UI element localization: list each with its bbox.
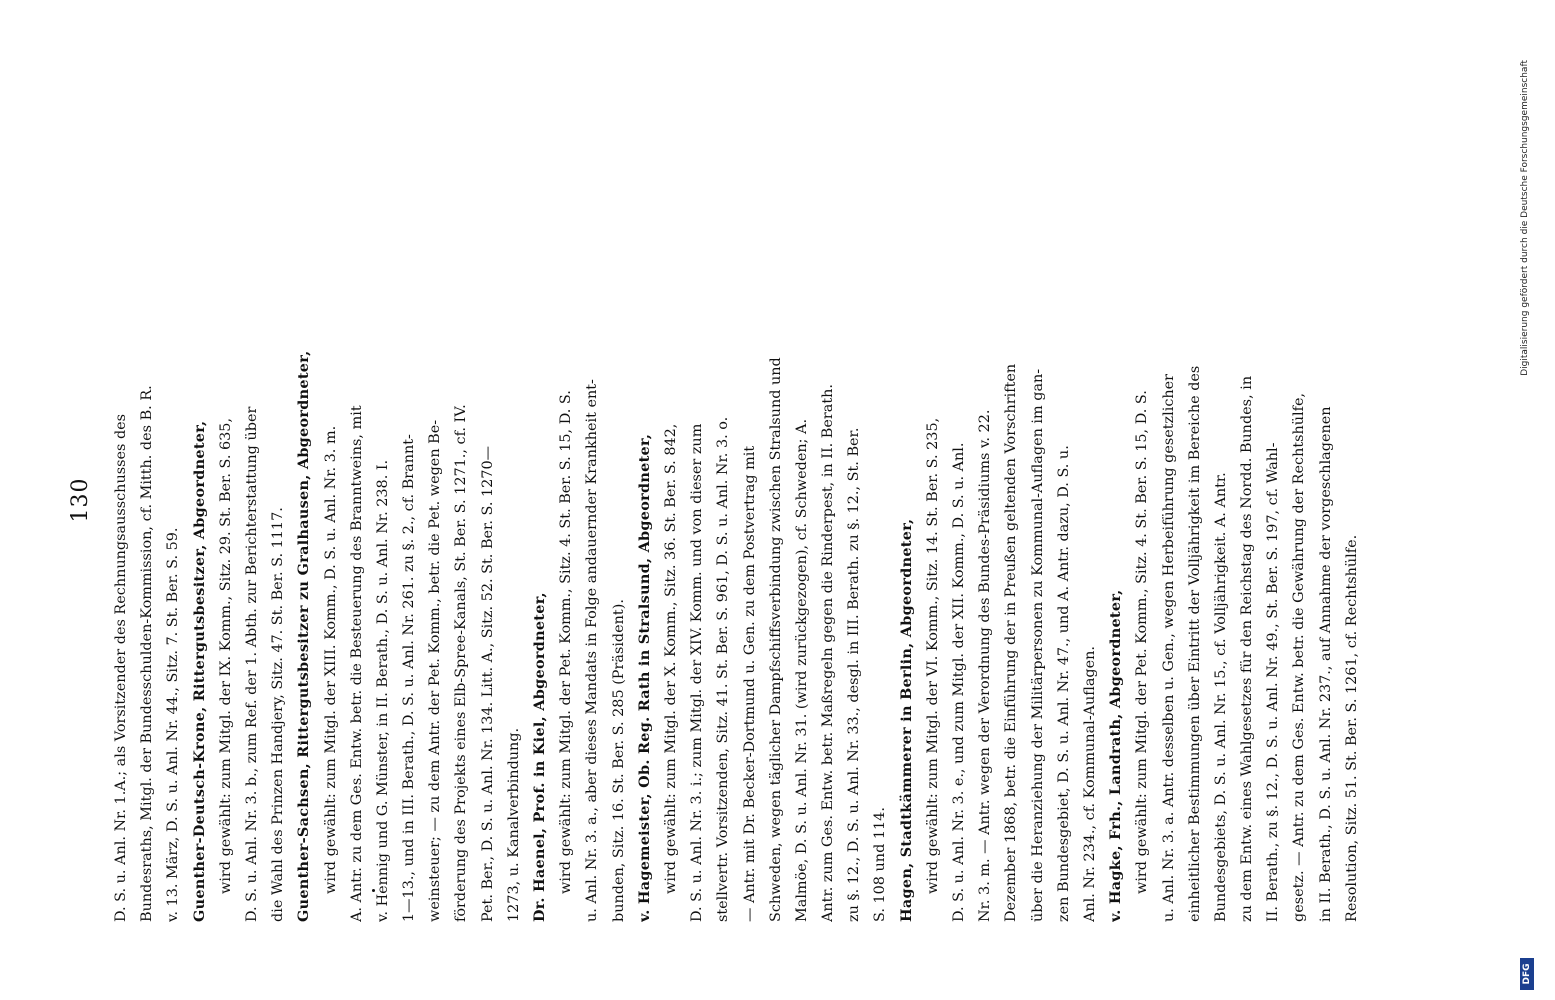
text-line: in II. Berath., D. S. u. Anl. Nr. 237., auf Annahme der vorgeschlagenen — [1317, 406, 1334, 922]
text-line: gesetz. — Antr. zu dem Ges. Entw. betr. die Gewährung der Rechtshülfe, — [1291, 392, 1308, 922]
text-line: Antr. zum Ges. Entw. betr. Maßregeln gegen die Rinderpest, in II. Berath. — [820, 384, 837, 922]
entry-heading: Dr. Haenel, Prof. in Kiel, Abgeordneter, — [531, 592, 548, 922]
text-line: A. Antr. zu dem Ges. Entw. betr. die Besteuerung des Branntweins, mit — [348, 405, 365, 922]
text-line: wird gewählt: zum Mitgl. der Pet. Komm., Sitz. 4. St. Ber. S. 15, D. S. — [558, 390, 575, 894]
entry-heading: Guenther-Sachsen, Rittergutsbesitzer zu Gralhausen, Abgeordneter, — [295, 350, 313, 922]
text-line: Schweden, wegen täglicher Dampfschiffsverbindung zwischen Stralsund und — [767, 357, 784, 922]
text-line: II. Berath., zu §. 12., D. S. u. Anl. Nr. 49., St. Ber. S. 197, cf. Wahl- — [1265, 442, 1282, 922]
text-line: Dezember 1868, betr. die Einführung der in Preußen geltenden Vorschriften — [1003, 363, 1020, 922]
dfg-logo: DFG — [1520, 958, 1534, 990]
text-line: stellvertr. Vorsitzenden, Sitz. 41. St. Ber. S. 961, D. S. u. Anl. Nr. 3. o. — [715, 416, 732, 922]
text-line: u. Anl. Nr. 3. a., aber dieses Mandats in Folge andauernder Krankheit ent- — [584, 379, 601, 922]
text-line: D. S. u. Anl. Nr. 3. i.; zum Mitgl. der XIV. Komm. und von dieser zum — [689, 423, 706, 922]
text-line: Nr. 3. m. — Antr. wegen der Verordnung des Bundes-Präsidiums v. 22. — [977, 409, 994, 922]
digitization-note: Digitalisierung gefördert durch die Deutsche Forschungsgemeinschaft — [1520, 60, 1530, 376]
text-line: förderung des Projekts eines Elb-Spree-Kanals, St. Ber. S. 1271., cf. IV. — [453, 404, 470, 922]
text-line: zen Bundesgebiet, D. S. u. Anl. Nr. 47., und A. Antr. dazu, D. S. u. — [1055, 445, 1072, 922]
page-number: 130 — [68, 477, 93, 523]
text-line: Resolution, Sitz. 51. St. Ber. S. 1261, cf. Rechtshülfe. — [1343, 534, 1360, 922]
text-line: D. S. u. Anl. Nr. 1.A.; als Vorsitzender des Rechnungsausschusses des — [113, 413, 129, 922]
entry-heading: v. Hagke, Frh., Landrath, Abgeordneter, — [1107, 589, 1125, 922]
text-line: weinsteuer; — zu dem Antr. der Pet. Komm., betr. die Pet. wegen Be- — [427, 419, 444, 922]
text-line: wird gewählt: zum Mitgl. der VI. Komm., Sitz. 14. St. Ber. S. 235, — [924, 417, 941, 894]
text-line: die Wahl des Prinzen Handjery, Sitz. 47. St. Ber. S. 1117. — [270, 507, 287, 922]
text-line: u. Anl. Nr. 3. a. Antr. desselben u. Gen., wegen Herbeiführung gesetzlicher — [1160, 373, 1177, 922]
text-line: wird gewählt: zum Mitgl. der X. Komm., Sitz. 36. St. Ber. S. 842, — [662, 423, 679, 894]
text-line: über die Heranziehung der Militärpersonen zu Kommunal-Auflagen im gan- — [1029, 368, 1046, 922]
entry-heading: Guenther-Deutsch-Krone, Rittergutsbesitzer, Abgeordneter, — [190, 420, 208, 922]
text-line: Malmöe, D. S. u. Anl. Nr. 31. (wird zurückgezogen), cf. Schweden; A. — [793, 418, 810, 922]
text-column — [108, 122, 1365, 922]
text-line: zu §. 12., D. S. u. Anl. Nr. 33., desgl. in III. Berath. zu §. 12., St. Ber. — [846, 427, 863, 922]
text-line: wird gewählt: zum Mitgl. der XIII. Komm., D. S. u. Anl. Nr. 3. m. — [322, 425, 339, 894]
margin-dot — [372, 889, 375, 892]
text-line: Bundesraths, Mitgl. der Bundesschulden-Kommission, cf. Mitth. des B. R. — [139, 385, 156, 922]
text-line: S. 108 und 114. — [872, 807, 889, 922]
text-line: wird gewählt: zum Mitgl. der Pet. Komm., Sitz. 4. St. Ber. S. 15, D. S. — [1134, 390, 1151, 894]
text-line: v. Hennig und G. Münster, in II. Berath., D. S. u. Anl. Nr. 238. I. — [374, 459, 391, 922]
text-line: wird gewählt: zum Mitgl. der IX. Komm., Sitz. 29. St. Ber. S. 635, — [217, 417, 234, 894]
text-line: D. S. u. Anl. Nr. 3. b., zum Ref. der 1. Abth. zur Berichterstattung über — [243, 406, 260, 922]
text-line: bunden, Sitz. 16. St. Ber. S. 285 (Präsident). — [610, 599, 627, 922]
text-line: D. S. u. Anl. Nr. 3. e., und zum Mitgl. der XII. Komm., D. S. u. Anl. — [951, 442, 967, 922]
text-line: 1—13., und in III. Berath., D. S. u. Anl. Nr. 261. zu §. 2., cf. Brannt- — [401, 434, 418, 922]
text-line: — Antr. mit Dr. Becker-Dortmund u. Gen. zu dem Postvertrag mit — [741, 445, 758, 922]
text-line: Pet. Ber., D. S. u. Anl. Nr. 134. Litt. A., Sitz. 52. St. Ber. S. 1270— — [479, 445, 496, 922]
entry-heading: v. Hagemeister, Ob. Reg. Rath in Stralsund, Abgeordneter, — [635, 433, 653, 922]
text-line: 1273, u. Kanalverbindung. — [505, 727, 522, 922]
text-line: zu dem Entw. eines Wahlgesetzes für den Reichstag des Nordd. Bundes, in — [1239, 375, 1256, 922]
text-line: Anl. Nr. 234., cf. Kommunal-Auflagen. — [1081, 646, 1098, 922]
text-line: v. 13. März, D. S. u. Anl. Nr. 44., Sitz. 7. St. Ber. S. 59. — [165, 527, 182, 922]
entry-heading: Hagen, Stadtkämmerer in Berlin, Abgeordneter, — [897, 518, 915, 922]
text-line: einheitlicher Bestimmungen über Eintritt der Volljährigkeit im Bereiche des — [1186, 365, 1203, 922]
text-line: Bundesgebiets, D. S. u. Anl. Nr. 15., cf. Volljährigkeit. A. Antr. — [1212, 472, 1229, 922]
